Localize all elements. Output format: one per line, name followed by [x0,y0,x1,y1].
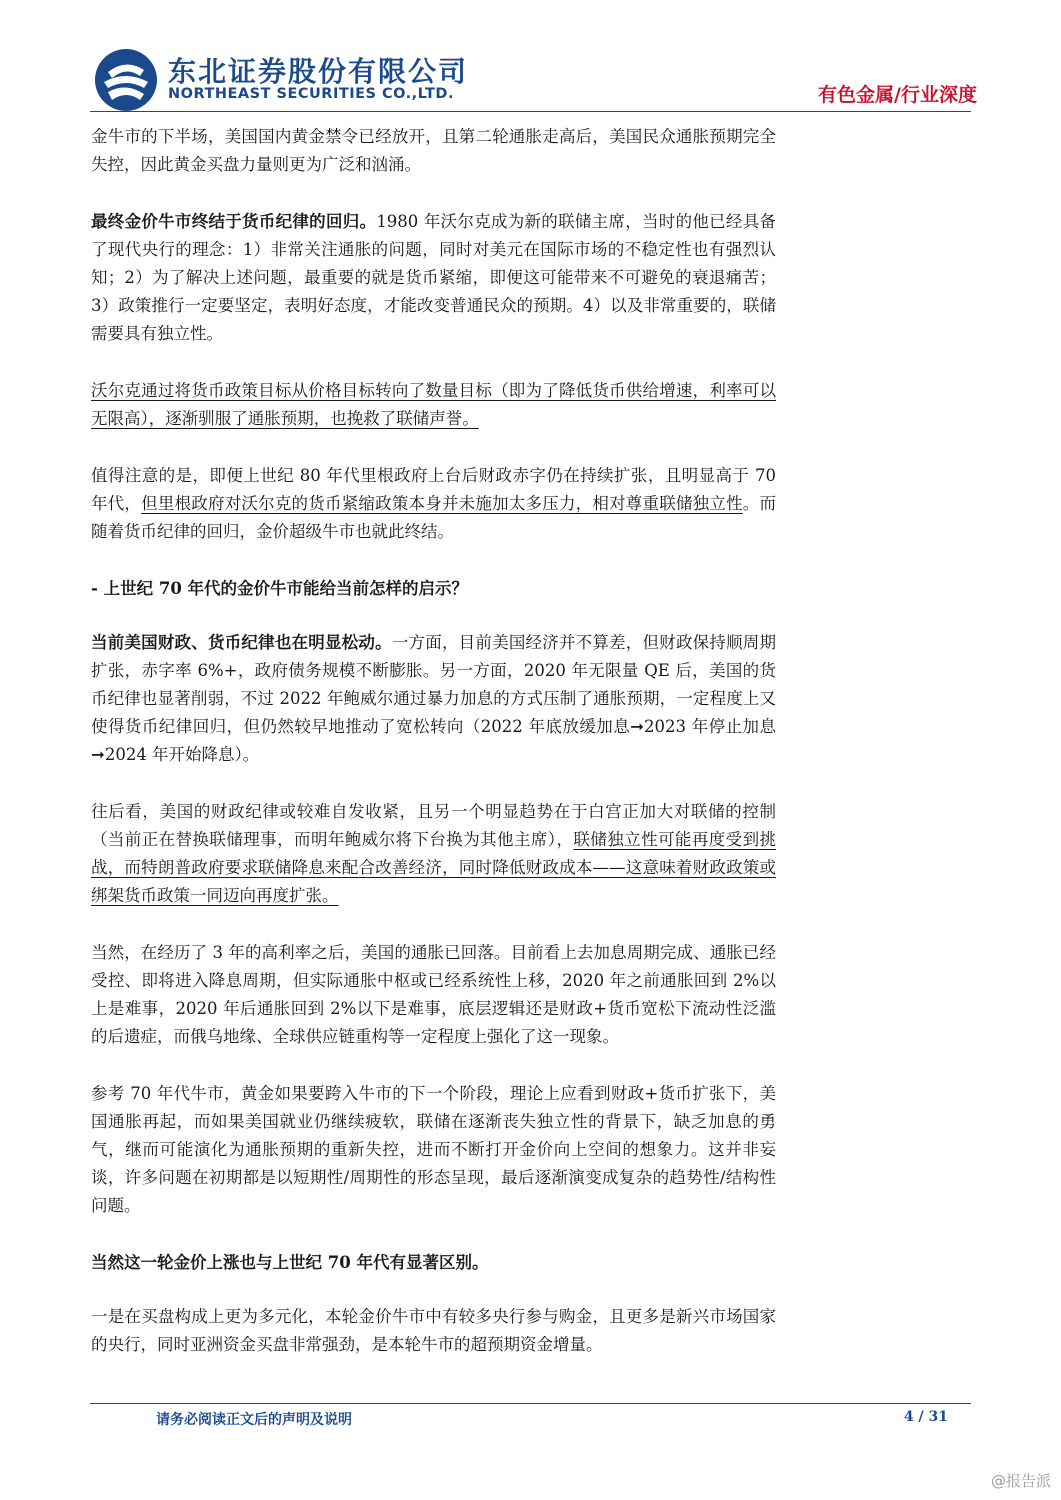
paragraph: 参考 70 年代牛市，黄金如果要跨入牛市的下一个阶段，理论上应看到财政+货币扩张下，美国通胀再起，而如果美国就业仍继续疲软，联储在逐渐丧失独立性的背景下，缺乏加息的勇气，继而可能演化为通胀预期的重新失控，进而不断打开金价向上空间的想象力。这并非妄谈，许多问题在初期都是以短期性/周期性的形态呈现，最后逐渐演变成复杂的趋势性/结构性问题。 [91,1084,776,1215]
footer-divider [90,1403,971,1404]
report-body [91,123,776,1388]
emphasis-text: 当前美国财政、货币纪律也在明显松动。 [91,633,392,652]
underlined-text: 沃尔克通过将货币政策目标从价格目标转向了数量目标（即为了降低货币供给增速，利率可以无限高），逐渐驯服了通胀预期，也挽救了联储声誉。 [91,381,776,428]
paragraph: 当前美国财政、货币纪律也在明显松动。一方面，目前美国经济并不算差，但财政保持顺周期扩张，赤字率 6%+，政府债务规模不断膨胀。另一方面，2020 年无限量 QE 后，美国的货币纪律也显著削弱，不过 2022 年鲍威尔通过暴力加息的方式压制了通胀预期，一定程度上又使得货币纪律回归，但仍然较早地推动了宽松转向（2022 年底放缓加息➞2023 年停止加息➞2024 年开始降息）。 [91,633,777,764]
section-heading: 当然这一轮金价上涨也与上世纪 70 年代有显著区别。 [91,1253,489,1272]
report-category: 有色金属/行业深度 [818,84,977,106]
northeast-securities-logo-icon [94,48,158,112]
page-header [0,0,1061,112]
paragraph: 往后看，美国的财政纪律或较难自发收紧，且另一个明显趋势在于白宫正加大对联储的控制（当前正在替换联储理事，而明年鲍威尔将下台换为其他主席），联储独立性可能再度受到挑战，而特朗普政府要求联储降息来配合改善经济，同时降低财政成本——这意味着财政政策或绑架货币政策一同迈向再度扩张。 [91,802,777,905]
emphasis-text: 最终金价牛市终结于货币纪律的回归。 [91,212,377,231]
page-number: 4 / 31 [903,1409,948,1425]
company-name-en: NORTHEAST SECURITIES CO.,LTD. [168,86,454,102]
paragraph: 一是在买盘构成上更为多元化，本轮金价牛市中有较多央行参与购金，且更多是新兴市场国家的央行，同时亚洲资金买盘非常强劲，是本轮牛市的超预期资金增量。 [91,1307,776,1354]
underlined-text: 但里根政府对沃尔克的货币紧缩政策本身并未施加太多压力，相对尊重联储独立性 [141,494,743,513]
header-divider [90,111,971,112]
company-name-cn: 东北证券股份有限公司 [168,55,469,88]
paragraph: 值得注意的是，即便上世纪 80 年代里根政府上台后财政赤字仍在持续扩张，且明显高于 70 年代，但里根政府对沃尔克的货币紧缩政策本身并未施加太多压力，相对尊重联储独立性。而随着货币纪律的回归，金价超级牛市也就此终结。 [91,466,777,541]
watermark: @报告派 [990,1472,1051,1490]
paragraph: 金牛市的下半场，美国国内黄金禁令已经放开，且第二轮通胀走高后，美国民众通胀预期完全失控，因此黄金买盘力量则更为广泛和汹涌。 [91,127,776,174]
footer-disclaimer: 请务必阅读正文后的声明及说明 [156,1412,352,1428]
section-heading: - 上世纪 70 年代的金价牛市能给当前怎样的启示？ [91,579,469,598]
underlined-text: 联储独立性可能再度受到挑战，而特朗普政府要求联储降息来配合改善经济，同时降低财政成本——这意味着财政政策或绑架货币政策一同迈向再度扩张。 [91,830,777,905]
paragraph: 当然，在经历了 3 年的高利率之后，美国的通胀已回落。目前看上去加息周期完成、通胀已经受控、即将进入降息周期，但实际通胀中枢或已经系统性上移，2020 年之前通胀回到 2%以上是难事，2020 年后通胀回到 2%以下是难事，底层逻辑还是财政+货币宽松下流动性泛滥的后遗症，而俄乌地缘、全球供应链重构等一定程度上强化了这一现象。 [91,943,776,1046]
paragraph: 最终金价牛市终结于货币纪律的回归。1980 年沃尔克成为新的联储主席，当时的他已经具备了现代央行的理念：1）非常关注通胀的问题，同时对美元在国际市场的不稳定性也有强烈认知；2）为了解决上述问题，最重要的就是货币紧缩，即便这可能带来不可避免的衰退痛苦；3）政策推行一定要坚定，表明好态度，才能改变普通民众的预期。4）以及非常重要的，联储需要具有独立性。 [91,212,776,343]
paragraph [91,377,776,433]
